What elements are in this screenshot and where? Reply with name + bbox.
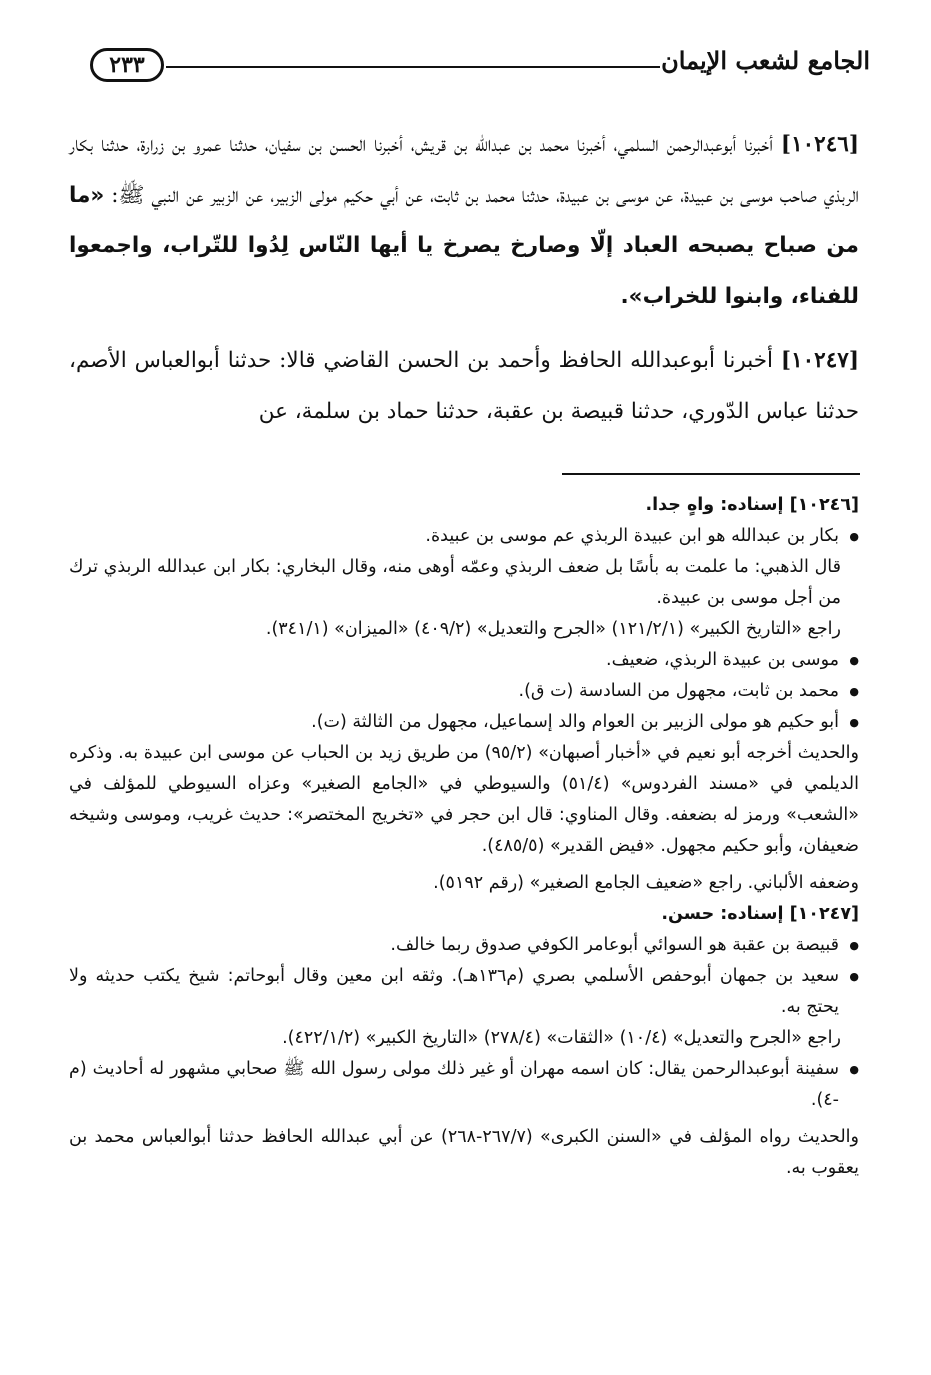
hadith-number: [١٠٢٤٧] — [780, 348, 859, 373]
hadith-entry-10246 — [69, 120, 859, 322]
footnote-list — [69, 645, 859, 738]
footnote-text: والحديث أخرجه أبو نعيم في «أخبار أصبهان» (٩٥/٢) من طريق زيد بن الحباب عن موسى ابن عبيدة به. وذكره الديلمي في «مسند الفردوس» (٥١/٤) والسيوطي في «الجامع الصغير» وعزاه السيوطي للمؤلف في «الشعب» ورمز له بضعفه. وقال المناوي: قال ابن حجر في «تخريج المختصر»: حديث غريب، وموسى وشيخه ضعيفان، وأبو حكيم مجهول. «فيض القدير» (٤٨٥/٥). — [69, 743, 859, 856]
hadith-number: [١٠٢٤٦] — [780, 132, 859, 157]
page-header — [80, 38, 870, 108]
footnote-text: والحديث رواه المؤلف في «السنن الكبرى» (٢٦٧/٧-٢٦٨) عن أبي عبدالله الحافظ حدثنا أبوالعباس محمد بن يعقوب به. — [69, 1127, 859, 1178]
footnote-text: وضعفه الألباني. راجع «ضعيف الجامع الصغير» (رقم ٥١٩٢). — [433, 873, 859, 893]
footnote-bullet: ● أبو حكيم هو مولى الزبير بن العوام والد إسماعيل، مجهول من الثالثة (ت). — [69, 707, 859, 738]
footnote-bullet: ● موسى بن عبيدة الربذي، ضعيف. — [69, 645, 859, 676]
footnote-text: راجع «الجرح والتعديل» (١٠/٤) «الثقات» (٢٧٨/٤) «التاريخ الكبير» (٤٢٢/١/٢). — [282, 1028, 841, 1048]
footnote-bullet: ● سفينة أبوعبدالرحمن يقال: كان اسمه مهران أو غير ذلك مولى رسول الله ﷺ صحابي مشهور له أحاديث (م -٤). — [69, 1054, 859, 1116]
page-number: ٢٣٣ — [90, 48, 164, 82]
isnad-text: أخبرنا أبوعبدالرحمن السلمي، أخبرنا محمد بن عبدالله بن قريش، أخبرنا الحسن بن سفيان، حدثنا عمرو بن زرارة، حدثنا بكار الربذي صاحب موسى بن عبيدة، عن موسى بن عبيدة، حدثنا محمد بن ثابت، عن أبي حكيم مولى الزبير، عن الزبير عن النبي ﷺ: — [69, 132, 859, 208]
footnote-separator — [562, 473, 860, 475]
footnote-bullet: ● بكار بن عبدالله هو ابن عبيدة الربذي عم موسى بن عبيدة. — [69, 521, 859, 552]
footnotes — [69, 490, 859, 1184]
footnote-text: راجع «التاريخ الكبير» (١٢١/٢/١) «الجرح والتعديل» (٤٠٩/٢) «الميزان» (٣٤١/١). — [265, 619, 841, 639]
footnote-bullet: ● محمد بن ثابت، مجهول من السادسة (ت ق). — [69, 676, 859, 707]
footnote-bullet: ● سعيد بن جمهان أبوحفص الأسلمي بصري (م١٣٦هـ). وثقه ابن معين وقال أبوحاتم: شيخ يكتب حديثه ولا يحتج به. — [69, 961, 859, 1023]
hadith-entry-10247 — [69, 336, 859, 437]
footnote-heading: [١٠٢٤٧] إسناده: حسن. — [661, 904, 859, 924]
matn-text: «ما من صباح يصبحه العباد إلّا وصارخ يصرخ يا أيها النّاس لِدُوا للتّراب، واجمعوا للفناء، وابنوا للخراب». — [69, 182, 859, 309]
footnote-list — [69, 1054, 859, 1116]
footnote-bullet: ● قبيصة بن عقبة هو السوائي أبوعامر الكوفي صدوق ربما خالف. — [69, 930, 859, 961]
running-title: الجامع لشعب الإيمان — [661, 46, 870, 75]
footnote-heading: [١٠٢٤٦] إسناده: واهٍ جدا. — [645, 495, 859, 515]
header-rule — [166, 66, 660, 68]
footnote-list — [69, 930, 859, 1023]
isnad-text: أخبرنا أبوعبدالله الحافظ وأحمد بن الحسن القاضي قالا: حدثنا أبوالعباس الأصم، حدثنا عباس الدّوري، حدثنا قبيصة بن عقبة، حدثنا حماد بن سلمة، عن — [69, 348, 859, 424]
main-text — [69, 120, 859, 451]
footnote-list — [69, 521, 859, 552]
footnote-text: قال الذهبي: ما علمت به بأسًا بل ضعف الربذي وعمّه أوهى منه، وقال البخاري: بكار ابن عبدالله الربذي ترك من أجل موسى بن عبيدة. — [69, 557, 841, 608]
